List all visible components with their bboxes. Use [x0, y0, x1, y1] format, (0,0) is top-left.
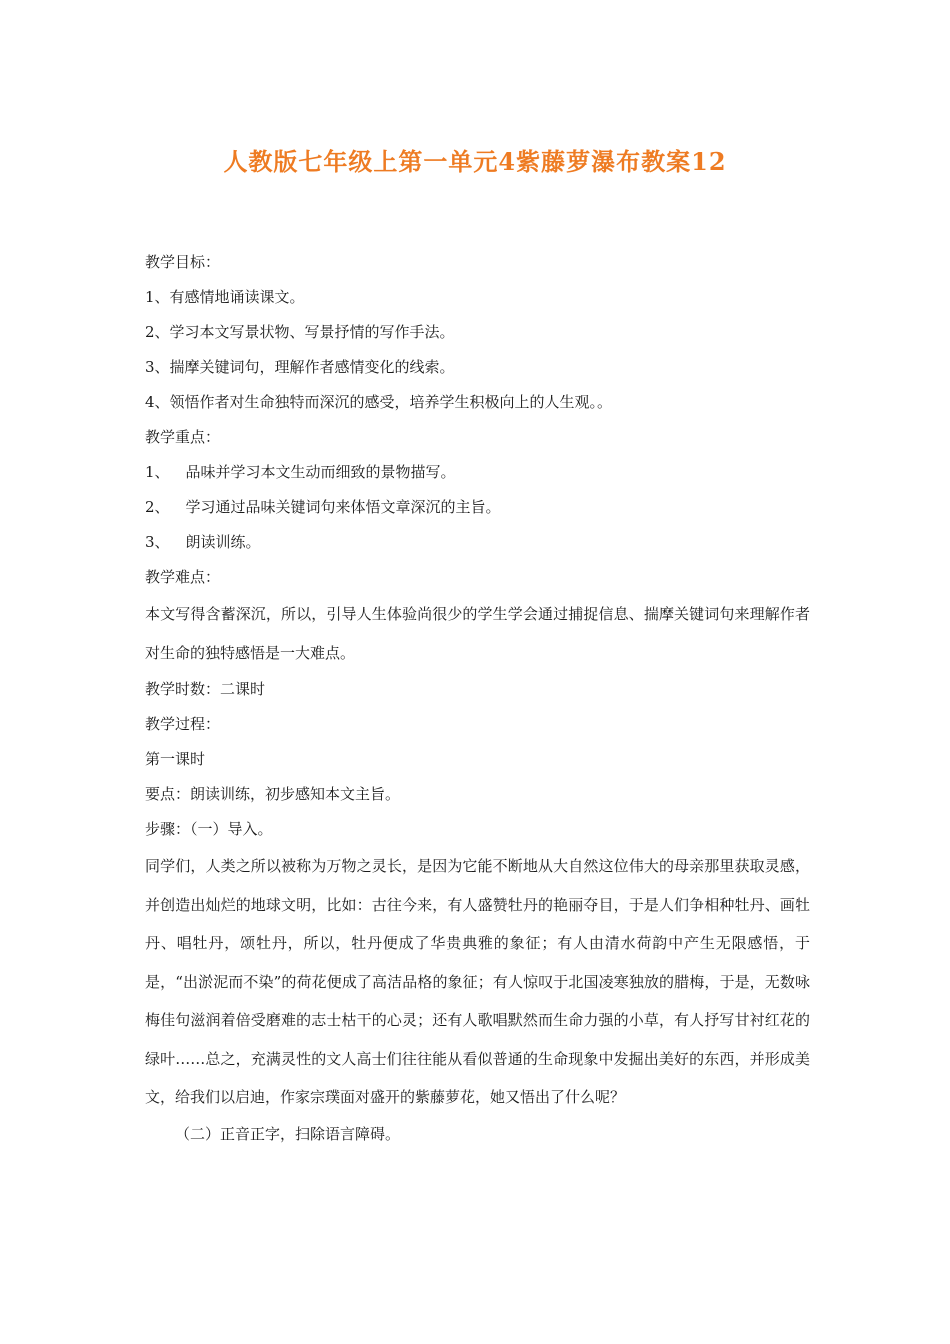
objective-item: 3、揣摩关键词句，理解作者感情变化的线索。: [145, 358, 455, 376]
process-heading: 教学过程：: [145, 715, 221, 733]
difficulty-heading: 教学难点：: [145, 568, 221, 586]
key-point-number: 1、: [145, 463, 170, 481]
steps-line: 步骤：（一）导入。: [145, 820, 273, 838]
key-point-text: 学习通过品味关键词句来体悟文章深沉的主旨。: [185, 498, 501, 516]
document-body: [145, 245, 810, 1152]
key-point-number: 3、: [145, 533, 170, 551]
key-points-heading: 教学重点：: [145, 428, 221, 446]
key-point-item: [145, 525, 810, 560]
key-point-item: [145, 490, 810, 525]
objectives-heading: 教学目标：: [145, 253, 221, 271]
difficulty-paragraph: 本文写得含蓄深沉，所以，引导人生体验尚很少的学生学会通过捕捉信息、揣摩关键词句来理解作者对生命的独特感悟是一大难点。: [145, 605, 810, 662]
lesson-one-heading: 第一课时: [145, 750, 206, 768]
key-point-text: 品味并学习本文生动而细致的景物描写。: [185, 463, 456, 481]
key-point-number: 2、: [145, 498, 170, 516]
document-title: 人教版七年级上第一单元4紫藤萝瀑布教案12: [223, 147, 727, 176]
objective-item: 4、领悟作者对生命独特而深沉的感受，培养学生积极向上的人生观。。: [145, 393, 613, 411]
teaching-hours: 教学时数：二课时: [145, 680, 266, 698]
lesson-one-points: 要点：朗读训练，初步感知本文主旨。: [145, 785, 401, 803]
objective-item: 2、学习本文写景状物、写景抒情的写作手法。: [145, 323, 455, 341]
objective-item: 1、有感情地诵读课文。: [145, 288, 305, 306]
step-two-line: （二）正音正字，扫除语言障碍。: [175, 1124, 401, 1143]
intro-paragraph: 同学们，人类之所以被称为万物之灵长，是因为它能不断地从大自然这位伟大的母亲那里获取灵感，并创造出灿烂的地球文明，比如：古往今来，有人盛赞牡丹的艳丽夺目，于是人们争相种牡丹、画牡丹、唱牡丹，颂牡丹，所以，牡丹便成了华贵典雅的象征；有人由清水荷韵中产生无限感悟，于是，“出淤泥而不染”的荷花便成了高洁品格的象征；有人惊叹于北国凌寒独放的腊梅，于是，无数咏梅佳句滋润着倍受磨难的志士枯干的心灵；还有人歌唱默然而生命力强的小草，有人抒写甘衬红花的绿叶……总之，充满灵性的文人高士们往往能从看似普通的生命现象中发掘出美好的东西，并形成美文，给我们以启迪，作家宗璞面对盛开的紫藤萝花，她又悟出了什么呢？: [145, 857, 810, 1106]
key-point-text: 朗读训练。: [185, 533, 261, 551]
key-point-item: [145, 455, 810, 490]
